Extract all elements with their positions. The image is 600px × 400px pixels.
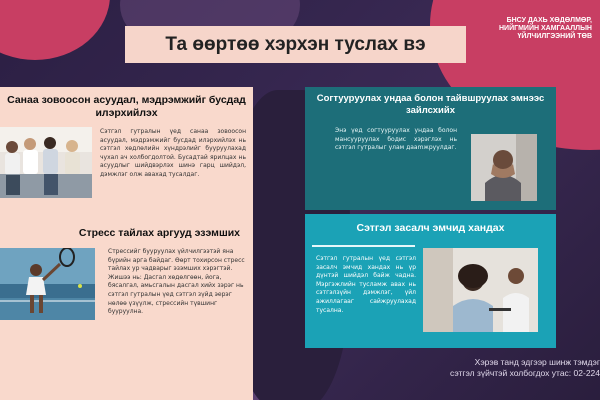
divider-line (312, 245, 415, 247)
organization-name (472, 17, 592, 41)
footer-line-1: Хэрэв танд эдгээр шинж тэмдэг (474, 357, 600, 367)
stress-text: Стрессийг бууруулах үйлчилгээтэй яна бүрийн арга байдаг. Өөрт тохирсон стресс тайлах ур чадварыг эзэмших хэрэгтэй. Жишээ нь: Дасгал хөдөлгөөн, йога, бясалгал, амьсгалын дасгал хийх зэрэг нь сэтгэл гутралын үед сэтгэл зүйд эерэг нөлөө үзүүлж, стрессийн түвшинг бууруулна. (108, 248, 245, 316)
org-line-3: ҮЙЛЧИЛГЭЭНИЙ ТӨВ (517, 33, 592, 40)
title-banner (125, 26, 466, 63)
group-talk-photo (0, 127, 92, 198)
tennis-player-photo (0, 248, 95, 320)
stress-heading: Стресс тайлах аргууд эзэмших (78, 227, 240, 239)
sad-man-photo (471, 134, 537, 201)
anxiety-text: Сэтгэл гутралын үед санаа зовоосон асуудал, мэдрэмжийг бусдад илэрхийлэх нь сэтгэл хөдлөлийн хүндрэлийг бууруулахад чухал ач холбогдолтой. Бусадтай ярилцах нь асуудлыг шийдвэрлэх шинэ гарц шийдэл, дэмжлэг олж авахад тусалдаг. (100, 128, 246, 178)
org-line-2: НИЙГМИЙН ХАМГААЛЛЫН (499, 25, 592, 32)
alcohol-text: Энэ үед согтууруулах ундаа болон мансууруулах бодис хэрэглэх нь сэтгэл гутралыг улам дааmжруулдаг. (335, 127, 457, 152)
therapy-session-photo (423, 248, 538, 332)
footer-line-2: сэтгэл зүйчтэй холбогдох утас: 02-224 (449, 368, 600, 378)
doctor-heading: Сэтгэл засалч эмчид хандах (356, 222, 505, 234)
doctor-text: Сэтгэл гутралын үед сэтгэл засалч эмчид хандах нь үр дүнтэй шийдэл байж чадна. Мэргэжлийн тусламж авах нь сэтгэлзүйн дэмжлэг, үйл ажиллагааг сайжруулахад тусална. (316, 255, 416, 314)
org-line-1: БНСУ ДАХЬ ХӨДӨЛМӨР, (506, 17, 592, 24)
pink-shape (0, 0, 110, 60)
anxiety-heading: Санаа зовоосон асуудал, мэдрэмжийг бусдад илэрхийлэх (7, 94, 246, 119)
alcohol-heading: Согтууруулах ундаа болон тайвшруулах эмнээс зайлсхийх (316, 93, 545, 116)
page-title: Та өөртөө хэрхэн туслах вэ (165, 33, 426, 55)
footer-note (440, 357, 600, 379)
